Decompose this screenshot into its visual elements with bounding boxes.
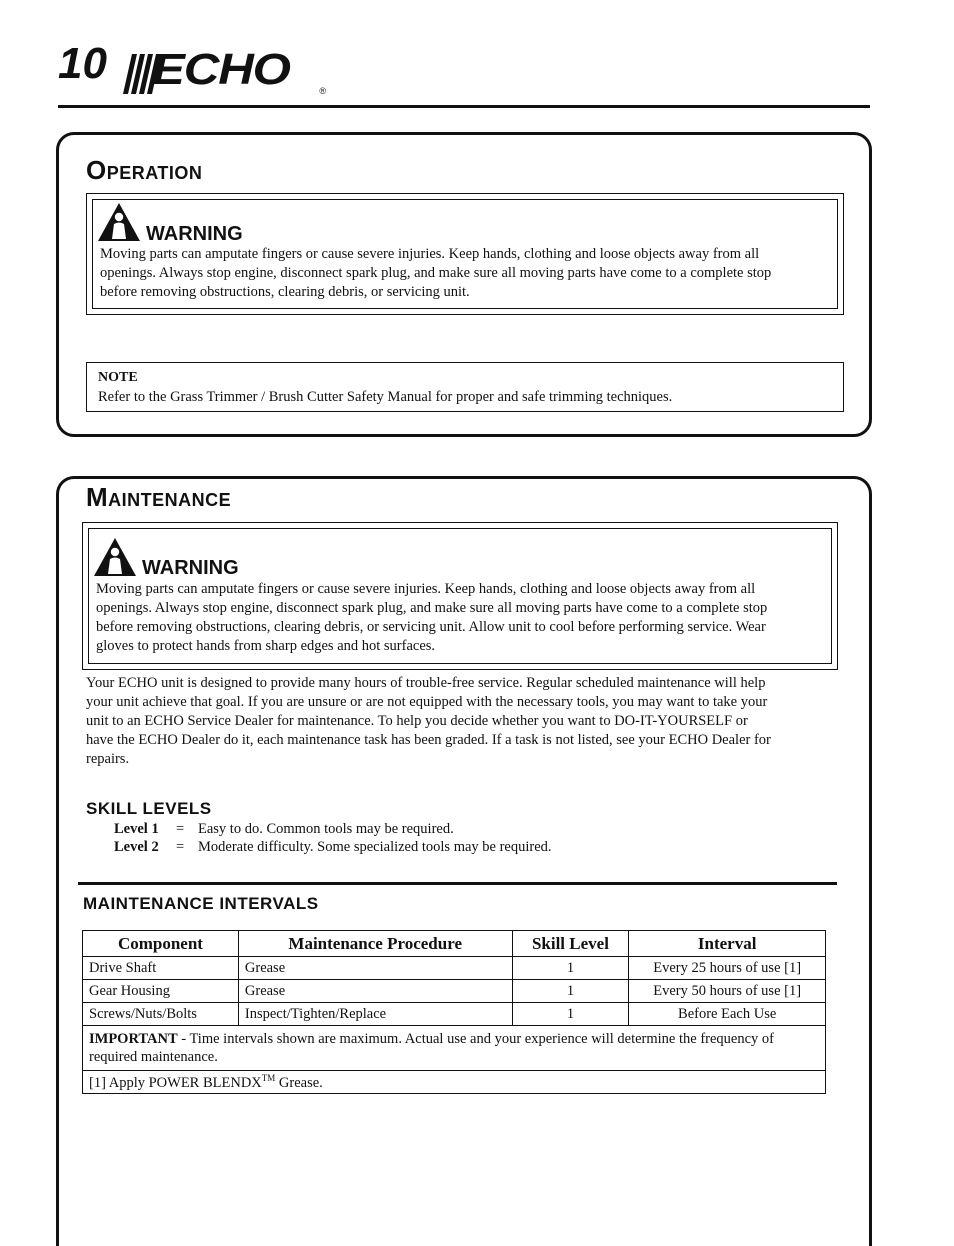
equals-sign: = xyxy=(176,821,185,837)
warning-line: openings. Always stop engine, disconnect spark plug, and make sure all moving parts have come to a complete stop xyxy=(100,265,772,281)
table-row xyxy=(83,957,826,980)
intro-line: unit to an ECHO Service Dealer for maintenance. To help you decide whether you want to DO-IT-YOURSELF or xyxy=(86,713,748,729)
cell-procedure: Grease xyxy=(238,957,512,980)
maintenance-warning-text xyxy=(96,580,836,656)
maintenance-intervals-table xyxy=(82,930,826,1094)
header-rule xyxy=(58,105,870,108)
cell-component: Screws/Nuts/Bolts xyxy=(83,1003,239,1026)
maintenance-intervals-heading: MAINTENANCE INTERVALS xyxy=(83,894,319,913)
note-label: NOTE xyxy=(98,370,138,385)
warning-line: before removing obstructions, clearing debris, or servicing unit. Allow unit to cool before performing service. Wear xyxy=(96,619,766,635)
cell-skill-level: 1 xyxy=(512,980,629,1003)
intro-line: your unit achieve that goal. If you are unsure or are not equipped with the necessary tools, you may want to take your xyxy=(86,694,768,710)
warning-triangle-icon xyxy=(97,202,141,242)
registered-mark: ® xyxy=(319,86,326,96)
operation-warning-heading: WARNING xyxy=(146,223,243,245)
important-label: IMPORTANT xyxy=(89,1031,178,1047)
skill-level-label: Level 2 xyxy=(114,839,159,855)
footnote-text: [1] Apply POWER BLENDX xyxy=(89,1074,262,1091)
warning-triangle-icon xyxy=(93,537,137,577)
logo-wordmark: ECHO xyxy=(152,45,290,94)
footnote-row xyxy=(83,1071,826,1094)
maintenance-warning-heading: WARNING xyxy=(142,557,239,579)
intervals-rule xyxy=(78,882,837,885)
operation-note-box xyxy=(86,362,844,412)
cell-skill-level: 1 xyxy=(512,957,629,980)
footnote xyxy=(83,1071,826,1094)
cell-procedure: Grease xyxy=(238,980,512,1003)
warning-line: before removing obstructions, clearing debris, or servicing unit. xyxy=(100,284,470,300)
cell-interval: Every 25 hours of use [1] xyxy=(629,957,826,980)
operation-title: Operation xyxy=(86,155,203,185)
warning-line: Moving parts can amputate fingers or cause severe injuries. Keep hands, clothing and loose objects away from all xyxy=(100,246,760,262)
skill-levels-list xyxy=(114,820,552,856)
page-number: 10 xyxy=(58,39,107,88)
skill-level-label: Level 1 xyxy=(114,821,159,837)
intro-line: repairs. xyxy=(86,751,130,767)
skill-level-item xyxy=(114,820,552,838)
intro-line: have the ECHO Dealer do it, each maintenance task has been graded. If a task is not listed, see your ECHO Dealer for xyxy=(86,732,771,748)
maintenance-intro xyxy=(86,674,836,769)
table-header-row xyxy=(83,931,826,957)
warning-line: gloves to protect hands from sharp edges and hot surfaces. xyxy=(96,638,436,654)
trademark-mark: TM xyxy=(261,1072,276,1083)
cell-skill-level: 1 xyxy=(512,1003,629,1026)
maintenance-title: Maintenance xyxy=(86,482,232,512)
note-text: Refer to the Grass Trimmer / Brush Cutter Safety Manual for proper and safe trimming techniques. xyxy=(98,389,673,405)
maintenance-warning-box xyxy=(82,522,838,670)
skill-level-desc: Moderate difficulty. Some specialized tools may be required. xyxy=(198,839,552,855)
important-note-row xyxy=(83,1026,826,1071)
important-text: - Time intervals shown are maximum. Actual use and your experience will determine the frequency of required maintenance. xyxy=(89,1031,774,1065)
skill-levels-heading: SKILL LEVELS xyxy=(86,799,212,818)
cell-component: Drive Shaft xyxy=(83,957,239,980)
column-header: Interval xyxy=(629,931,826,957)
important-note xyxy=(83,1026,826,1071)
intro-line: Your ECHO unit is designed to provide many hours of trouble-free service. Regular scheduled maintenance will help xyxy=(86,675,766,691)
table-row xyxy=(83,1003,826,1026)
cell-interval: Every 50 hours of use [1] xyxy=(629,980,826,1003)
column-header: Component xyxy=(83,931,239,957)
operation-warning-text xyxy=(100,245,840,302)
warning-line: openings. Always stop engine, disconnect spark plug, and make sure all moving parts have come to a complete stop xyxy=(96,600,768,616)
table-row xyxy=(83,980,826,1003)
footnote-text-end: Grease. xyxy=(275,1074,323,1091)
column-header: Maintenance Procedure xyxy=(238,931,512,957)
skill-level-item xyxy=(114,838,552,856)
warning-line: Moving parts can amputate fingers or cause severe injuries. Keep hands, clothing and loose objects away from all xyxy=(96,581,756,597)
column-header: Skill Level xyxy=(512,931,629,957)
cell-procedure: Inspect/Tighten/Replace xyxy=(238,1003,512,1026)
echo-logo xyxy=(122,45,332,96)
cell-component: Gear Housing xyxy=(83,980,239,1003)
operation-warning-box xyxy=(86,193,844,315)
skill-level-desc: Easy to do. Common tools may be required. xyxy=(198,821,454,837)
equals-sign: = xyxy=(176,839,185,855)
cell-interval: Before Each Use xyxy=(629,1003,826,1026)
